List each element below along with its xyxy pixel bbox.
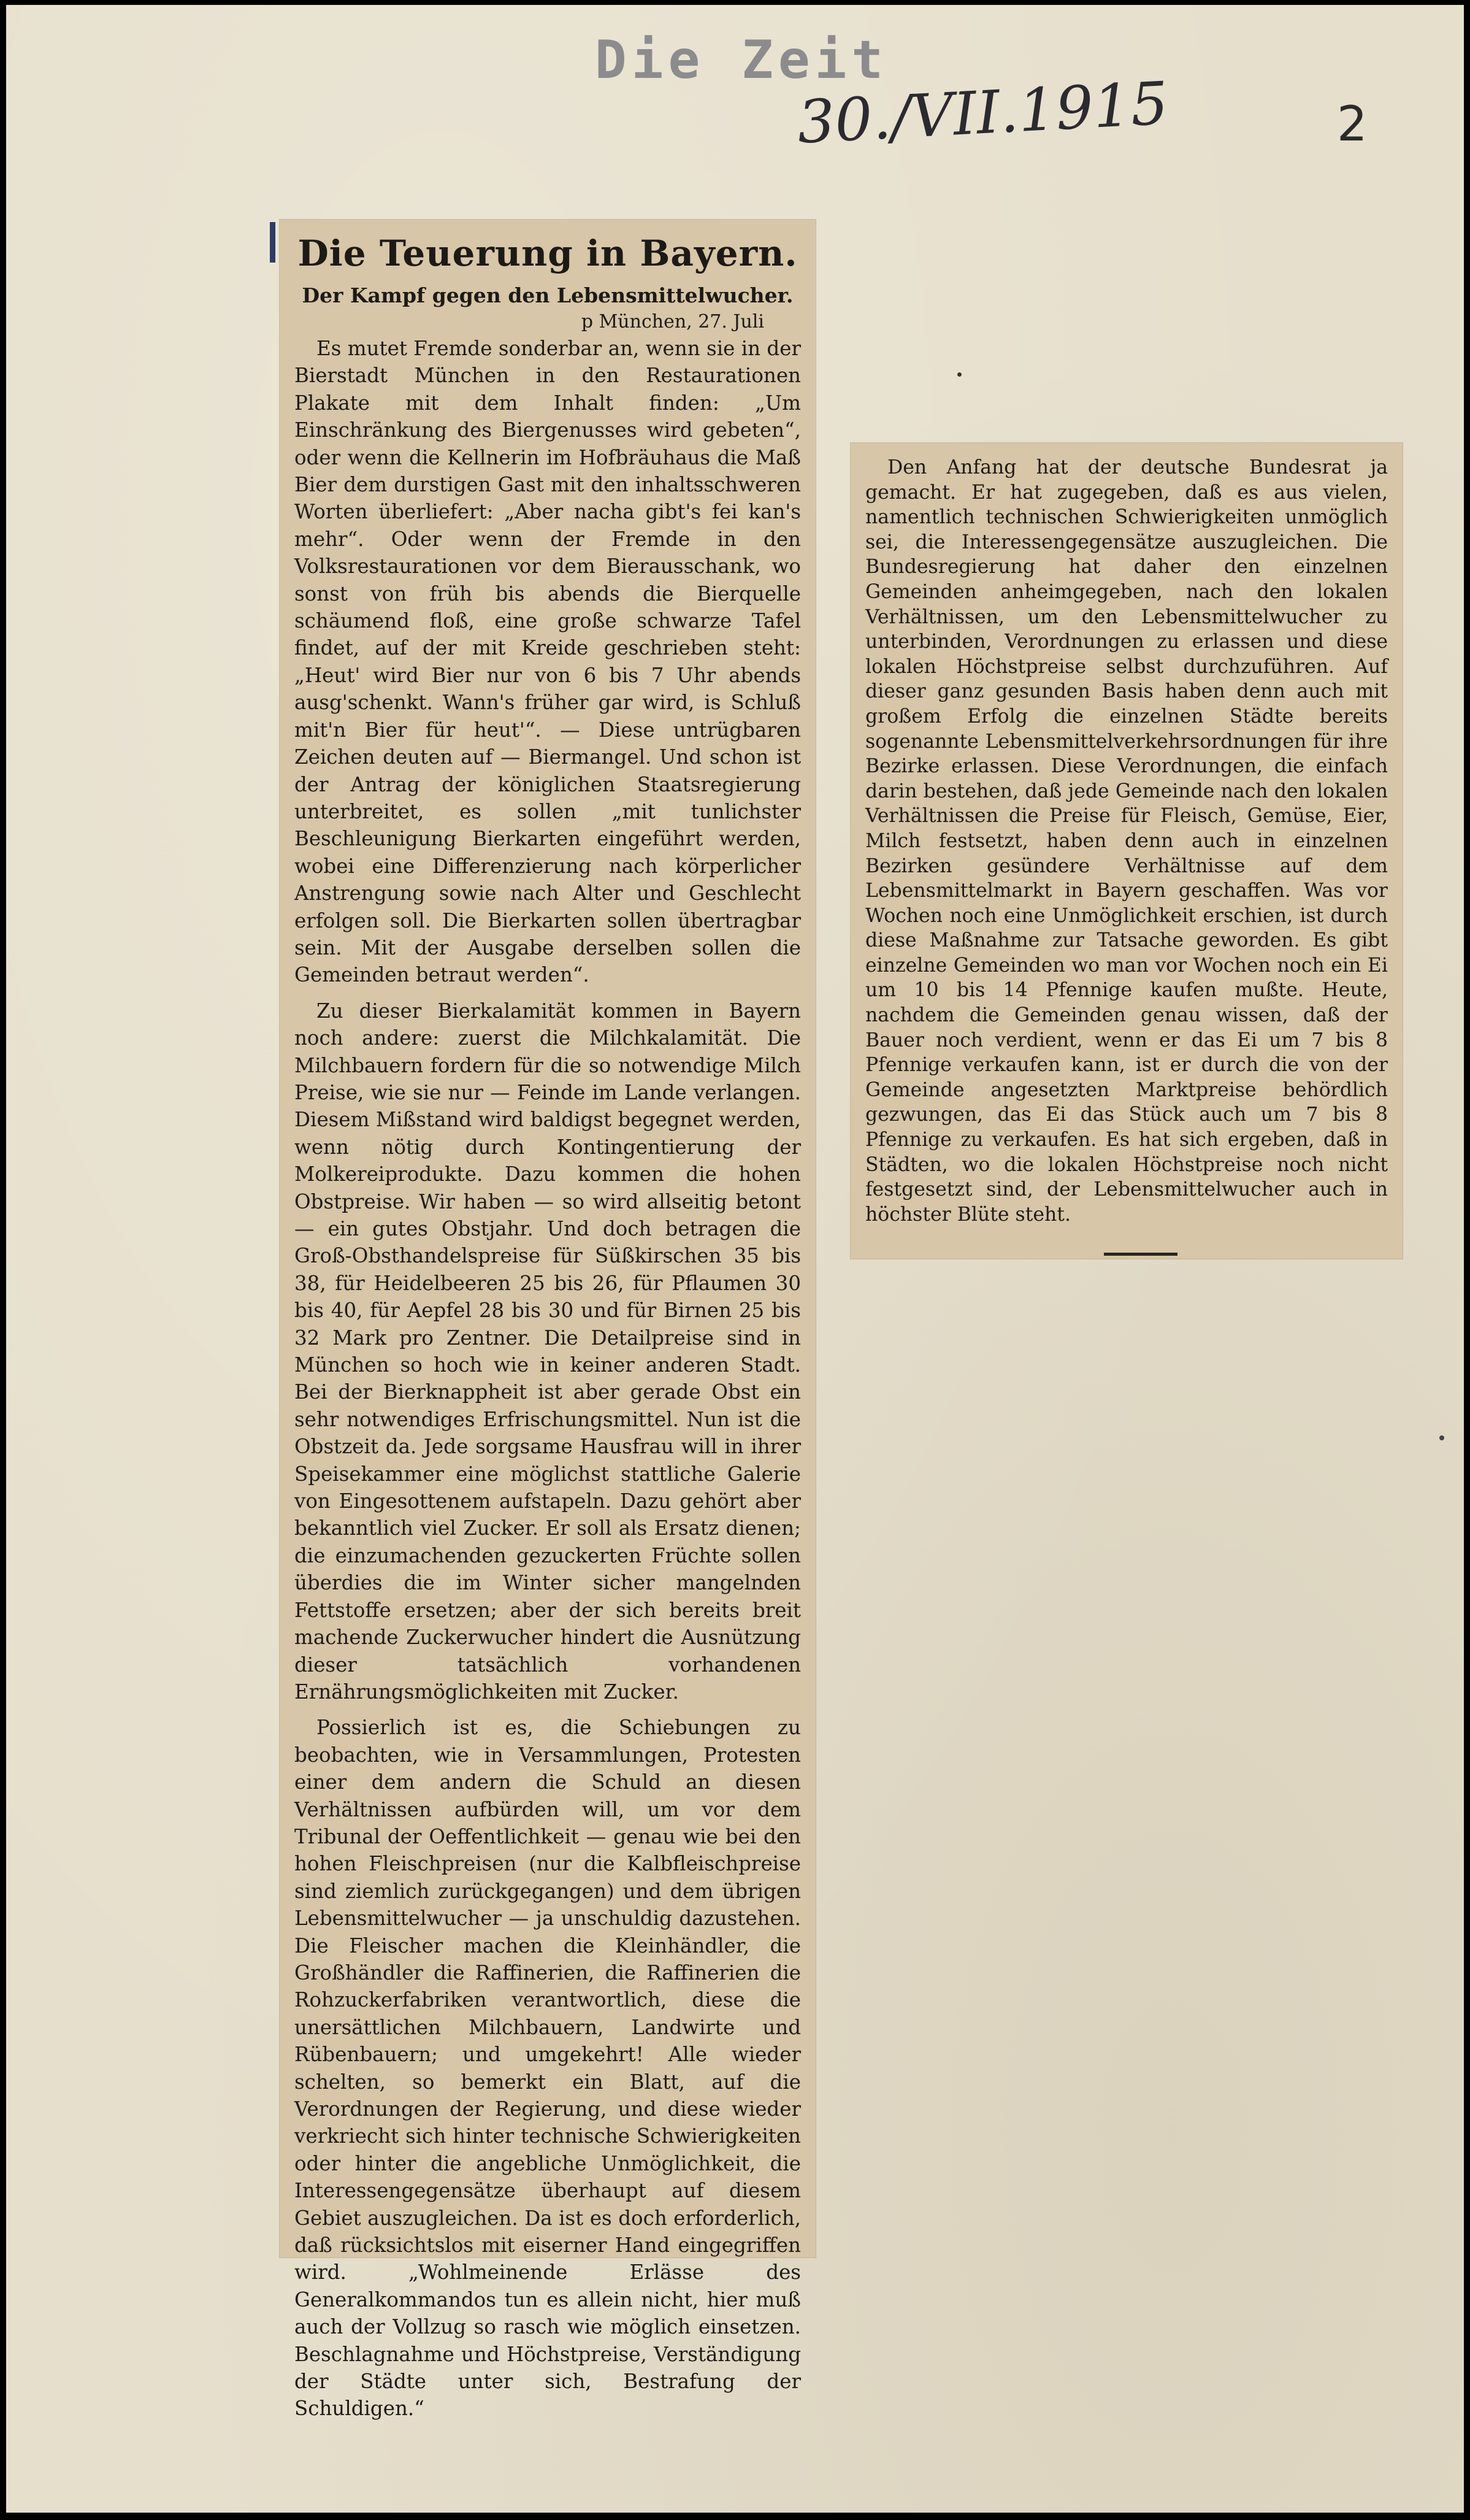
article-dateline: p München, 27. Juli [581,311,764,332]
handwritten-date: 30./VII.1915 [795,69,1170,157]
end-rule [1104,1253,1177,1256]
clipping-right-column [851,443,1403,1259]
paragraph: Zu dieser Bierkalamität kommen in Bayern noch andere: zuerst die Milchkalamität. Die Milchbauern fordern für die so notwendige Milch Preise, wie sie nur — Feinde im Lande verlangen. Diesem Mißstand wird baldigst begegnet werden, wenn nötig durch Kontingentierung der Molkereiprodukte. Dazu kommen die hohen Obstpreise. Wir haben — so wird allseitig betont — ein gutes Obstjahr. Und doch betragen die Groß-Obsthandelspreise für Süßkirschen 35 bis 38, für Heidelbeeren 25 bis 26, für Pflaumen 30 bis 40, für Aepfel 28 bis 30 und für Birnen 25 bis 32 Mark pro Zentner. Die Detailpreise sind in München so hoch wie in keiner anderen Stadt. Bei der Bierknappheit ist aber gerade Obst ein sehr notwendiges Erfrischungsmittel. Nun ist die Obstzeit da. Jede sorgsame Hausfrau will in ihrer Speisekammer eine möglichst stattliche Galerie von Eingesottenem aufstapeln. Dazu gehört aber bekanntlich viel Zucker. Er soll als Ersatz dienen; die einzumachenden gezuckerten Früchte sollen überdies die im Winter sicher mangelnden Fettstoffe ersetzen; aber der sich bereits breit machende Zuckerwucher hindert die Ausnützung dieser tatsächlich vorhandenen Ernährungsmöglichkeiten mit Zucker. [294,999,801,1704]
paragraph: Possierlich ist es, die Schiebungen zu beobachten, wie in Versammlungen, Protesten einer dem andern die Schuld an diesen Verhältnissen aufbürden will, um vor dem Tribunal der Oeffentlichkeit — genau wie bei den hohen Fleischpreisen (nur die Kalbfleischpreise sind ziemlich zurückgegangen) und dem übrigen Lebensmittelwucher — ja unschuldig dazustehen. Die Fleischer machen die Kleinhändler, die Großhändler die Raffinerien, die Raffinerien die Rohzuckerfabriken verantwortlich, diese die unersättlichen Milchbauern, Landwirte und Rübenbauern; und umgekehrt! Alle wieder schelten, so bemerkt ein Blatt, auf die Verordnungen der Regierung, und diese wieder verkriecht sich hinter technische Schwierigkeiten oder hinter die angebliche Unmöglichkeit, die Interessengegensätze überhaupt auf diesem Gebiet auszugleichen. Da ist es doch erforderlich, daß rücksichtslos mit eiserner Hand eingegriffen wird. „Wohlmeinende Erlässe des Generalkommandos tun es allein nicht, hier muß auch der Vollzug so rasch wie möglich einsetzen. Beschlagnahme und Höchstpreise, Verständigung der Städte unter sich, Bestrafung der Schuldigen.“ [294,1716,801,2421]
paragraph: Es mutet Fremde sonderbar an, wenn sie in der Bierstadt München in den Restaurationen Plakate mit dem Inhalt finden: „Um Einschränkung des Biergenusses wird gebeten“, oder wenn die Kellnerin im Hofbräuhaus die Maß Bier dem durstigen Gast mit den inhaltsschweren Worten überliefert: „Aber nacha gibt's fei kan's mehr“. Oder wenn der Fremde in den Volksrestaurationen vor dem Bierausschank, wo sonst von früh bis abends die Bierquelle schäumend floß, eine große schwarze Tafel findet, auf der mit Kreide geschrieben steht: „Heut' wird Bier nur von 6 bis 7 Uhr abends ausg'schenkt. Wann's früher gar wird, is Schluß mit'n Bier für heut'“. — Diese untrügbaren Zeichen deuten auf — Biermangel. Und schon ist der Antrag der königlichen Staatsregierung unterbreitet, es sollen „mit tunlichster Beschleunigung Bierkarten eingeführt werden, wobei eine Differenzierung nach körperlicher Anstrengung sowie nach Alter und Geschlecht erfolgen soll. Die Bierkarten sollen übertragbar sein. Mit der Ausgabe derselben sollen die Gemeinden betraut werden“. [294,337,801,987]
paper-speck [1439,1435,1444,1440]
article-body-right [865,455,1388,1227]
article-body-left [294,335,801,2422]
newspaper-stamp: Die Zeit [595,29,889,91]
ink-dot [957,372,962,377]
page-number: 2 [1337,97,1368,152]
clipping-left-column [280,220,816,2421]
paragraph: Den Anfang hat der deutsche Bundesrat ja gemacht. Er hat zugegeben, daß es aus vielen, namentlich technischen Schwierigkeiten unmöglich sei, die Interessengegensätze auszugleichen. Die Bundesregierung hat daher den einzelnen Gemeinden anheimgegeben, nach den lokalen Verhältnissen, um den Lebensmittelwucher zu unterbinden, Verordnungen zu erlassen und diese lokalen Höchstpreise selbst durchzuführen. Auf dieser ganz gesunden Basis haben denn auch mit großem Erfolg die einzelnen Städte bereits sogenannte Lebensmittelverkehrsordnungen für ihre Bezirke erlassen. Diese Verordnungen, die einfach darin bestehen, daß jede Gemeinde nach den lokalen Verhältnissen die Preise für Fleisch, Gemüse, Eier, Milch festsetzt, haben denn auch in einzelnen Bezirken gesündere Verhältnisse auf dem Lebensmittelmarkt in Bayern geschaffen. Was vor Wochen noch eine Unmöglichkeit erschien, ist durch diese Maßnahme zur Tatsache geworden. Es gibt einzelne Gemeinden wo man vor Wochen noch ein Ei um 10 bis 14 Pfennige kaufen mußte. Heute, nachdem die Gemeinden genau wissen, daß der Bauer noch verdient, wenn er das Ei um 7 bis 8 Pfennige verkaufen kann, ist er durch die von der Gemeinde angesetzten Marktpreise behördlich gezwungen, das Ei das Stück auch um 7 bis 8 Pfennige zu verkaufen. Es hat sich ergeben, daß in Städten, wo die lokalen Höchstpreise noch nicht festgesetzt sind, der Lebensmittelwucher auch in höchster Blüte steht. [865,456,1388,1226]
article-subheadline: Der Kampf gegen den Lebensmittelwucher. [302,283,794,307]
article-headline: Die Teuerung in Bayern. [297,232,798,274]
margin-mark [270,222,275,263]
